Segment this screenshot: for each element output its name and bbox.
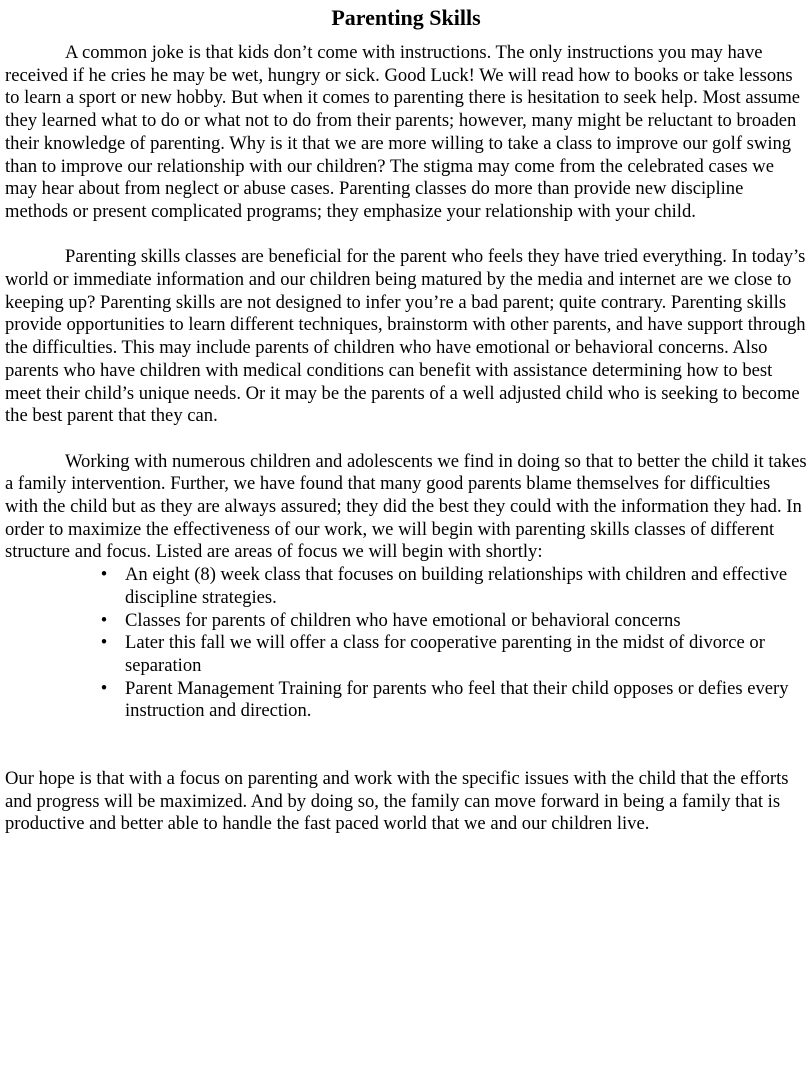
bullet-icon: • [100, 564, 108, 586]
paragraph-spacer [5, 428, 807, 451]
list-item-text: Classes for parents of children who have emotional or behavioral concerns [125, 609, 681, 631]
list-item [100, 609, 807, 633]
paragraph-benefits: Parenting skills classes are beneficial for the parent who feels they have tried everything. In today’s world or immediate information and our children being matured by the media and internet are we close to keeping up? Parenting skills are not designed to infer you’re a bad parent; quite contrary. Parenting skills provide opportunities to learn different techniques, brainstorm with other parents, and have support through the difficulties. This may include parents of children who have emotional or behavioral concerns. Also parents who have children with medical conditions can benefit with assistance determining how to best meet their child’s unique needs. Or it may be the parents of a well adjusted child who is seeking to become the best parent that they can. [5, 246, 806, 427]
list-item-text: An eight (8) week class that focuses on building relationships with children and effective discipline strategies. [125, 564, 788, 608]
paragraph-closing: Our hope is that with a focus on parenting and work with the specific issues with the child that the efforts and progress will be maximized. And by doing so, the family can move forward in being a family that is productive and better able to handle the fast paced world that we and our children live. [5, 768, 789, 835]
bullet-icon: • [100, 632, 108, 654]
focus-areas-list [5, 564, 807, 723]
list-item [100, 677, 807, 723]
list-item [100, 632, 807, 677]
section-spacer [5, 723, 807, 768]
bullet-icon: • [100, 677, 108, 699]
paragraph-spacer [5, 224, 807, 247]
bullet-icon: • [100, 609, 108, 631]
document-page [5, 0, 807, 836]
list-item [100, 564, 807, 609]
paragraph-approach: Working with numerous children and adolescents we find in doing so that to better the child it takes a family intervention. Further, we have found that many good parents blame themselves for difficulties with the child but as they are always assured; they did the best they could with the information they had. In order to maximize the effectiveness of our work, we will begin with parenting skills classes of different structure and focus. Listed are areas of focus we will begin with shortly: [5, 450, 807, 563]
list-item-text: Parent Management Training for parents who feel that their child opposes or defies every instruction and direction. [125, 677, 789, 722]
page-title: Parenting Skills [331, 5, 481, 30]
paragraph-intro: A common joke is that kids don’t come with instructions. The only instructions you may have received if he cries he may be wet, hungry or sick. Good Luck! We will read how to books or take lessons to learn a sport or new hobby. But when it comes to parenting there is hesitation to seek help. Most assume they learned what to do or what not to do from their parents; however, many might be reluctant to broaden their knowledge of parenting. Why is it that we are more willing to take a class to improve our golf swing than to improve our relationship with our children? The stigma may come from the celebrated cases we may hear about from neglect or abuse cases. Parenting classes do more than provide new discipline methods or present complicated programs; they emphasize your relationship with your child. [5, 42, 801, 222]
list-item-text: Later this fall we will offer a class for cooperative parenting in the midst of divorce or separation [125, 632, 765, 676]
